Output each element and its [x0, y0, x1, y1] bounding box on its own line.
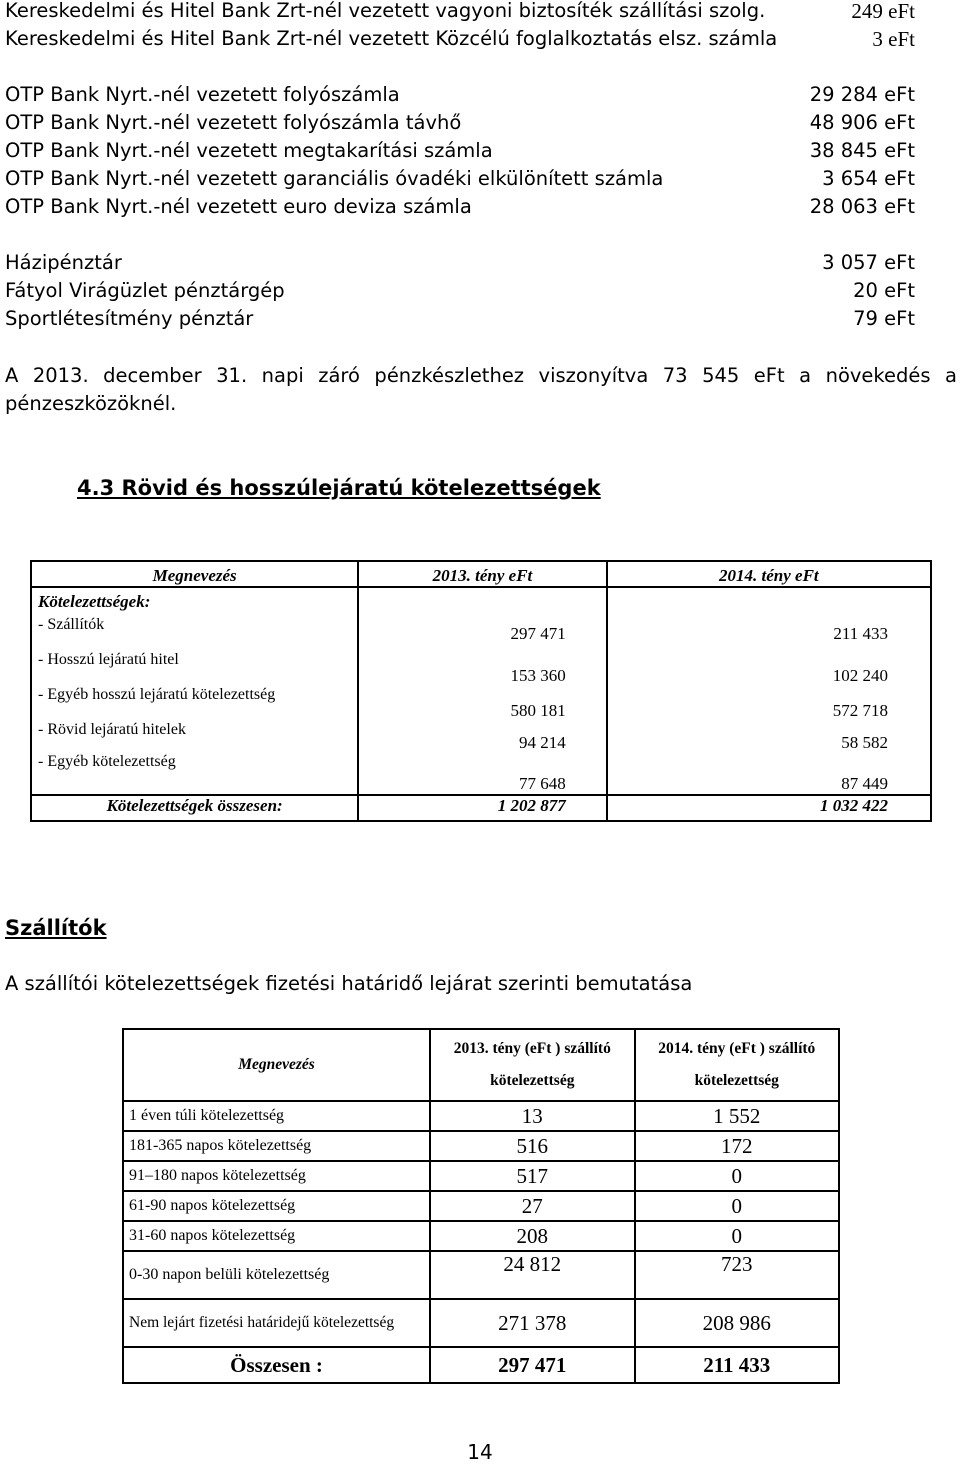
- account-amount: 28 063 eFt: [809, 195, 915, 218]
- value-2013: 208: [430, 1221, 634, 1251]
- account-row: [5, 137, 915, 165]
- table-header-row: [31, 561, 931, 587]
- table-row: [123, 1101, 839, 1131]
- account-row: [5, 165, 915, 193]
- value-2014: 0: [635, 1161, 839, 1191]
- group-label: Kötelezettségek:: [31, 587, 358, 616]
- value-2013: 27: [430, 1191, 634, 1221]
- table-row: [31, 686, 931, 721]
- col-header-2013: [430, 1029, 634, 1101]
- row-label: - Rövid lejáratú hitelek: [31, 721, 358, 753]
- col-header-2013-line1: 2013. tény (eFt ) szállító: [453, 1040, 611, 1057]
- account-label: OTP Bank Nyrt.-nél vezetett garanciális óvadéki elkülönített számla: [5, 167, 664, 190]
- row-label: 31-60 napos kötelezettség: [123, 1221, 430, 1251]
- suppliers-heading: Szállítók: [5, 916, 107, 940]
- account-amount: 3 057 eFt: [822, 251, 915, 274]
- value-2014: 211 433: [607, 616, 931, 651]
- row-label: 0-30 napon belüli kötelezettség: [123, 1251, 430, 1299]
- account-label: OTP Bank Nyrt.-nél vezetett folyószámla: [5, 83, 400, 106]
- account-amount: 3 654 eFt: [822, 167, 915, 190]
- account-label: OTP Bank Nyrt.-nél vezetett megtakarítási számla: [5, 139, 493, 162]
- value-2013: 77 648: [358, 753, 606, 795]
- value-2014: 0: [635, 1221, 839, 1251]
- value-2013: 153 360: [358, 651, 606, 686]
- account-amount: 249 eFt: [851, 0, 915, 23]
- account-label: OTP Bank Nyrt.-nél vezetett euro deviza számla: [5, 195, 472, 218]
- account-row: [5, 305, 915, 333]
- row-label: 1 éven túli kötelezettség: [123, 1101, 430, 1131]
- row-label: 181-365 napos kötelezettség: [123, 1131, 430, 1161]
- value-2014: 58 582: [607, 721, 931, 753]
- value-2014: 172: [635, 1131, 839, 1161]
- account-row: [5, 249, 915, 277]
- table-row: [123, 1161, 839, 1191]
- value-2014: 572 718: [607, 686, 931, 721]
- total-row: [123, 1347, 839, 1383]
- total-2014: 211 433: [635, 1347, 839, 1383]
- value-2013: 271 378: [430, 1299, 634, 1347]
- value-2013: 94 214: [358, 721, 606, 753]
- account-row: [5, 109, 915, 137]
- account-row: [5, 25, 915, 53]
- account-label: Házipénztár: [5, 251, 122, 274]
- table-row: [31, 616, 931, 651]
- suppliers-table: [122, 1028, 840, 1384]
- table-row: [31, 587, 931, 616]
- table-row: [123, 1251, 839, 1299]
- account-amount: 29 284 eFt: [809, 83, 915, 106]
- account-amount: 3 eFt: [872, 27, 915, 51]
- account-label: Kereskedelmi és Hitel Bank Zrt-nél vezetett vagyoni biztosíték szállítási szolg.: [5, 0, 766, 22]
- row-label: 91–180 napos kötelezettség: [123, 1161, 430, 1191]
- value-2014: 0: [635, 1191, 839, 1221]
- value-2014: 723: [635, 1251, 839, 1299]
- row-label: - Szállítók: [31, 616, 358, 651]
- col-header-2013: 2013. tény eFt: [358, 561, 606, 587]
- suppliers-subtitle: A szállítói kötelezettségek fizetési határidő lejárat szerinti bemutatása: [5, 972, 693, 995]
- account-row: [5, 193, 915, 221]
- account-row: [5, 0, 915, 25]
- value-2014: 1 552: [635, 1101, 839, 1131]
- value-2013: 580 181: [358, 686, 606, 721]
- row-label: 61-90 napos kötelezettség: [123, 1191, 430, 1221]
- col-header-2014-line1: 2014. tény (eFt ) szállító: [658, 1040, 816, 1057]
- total-row: [31, 795, 931, 821]
- liabilities-table: [30, 560, 932, 822]
- account-amount: 20 eFt: [853, 279, 915, 302]
- row-label: Nem lejárt fizetési határidejű kötelezettség: [123, 1299, 430, 1347]
- value-2014: 87 449: [607, 753, 931, 795]
- table-row: [123, 1191, 839, 1221]
- col-header-name: Megnevezés: [123, 1029, 430, 1101]
- row-label: - Hosszú lejáratú hitel: [31, 651, 358, 686]
- value-2013: 517: [430, 1161, 634, 1191]
- value-2013: 516: [430, 1131, 634, 1161]
- table-row: [123, 1131, 839, 1161]
- value-2013: 24 812: [430, 1251, 634, 1299]
- account-amount: 79 eFt: [853, 307, 915, 330]
- section-title: 4.3 Rövid és hosszúlejáratú kötelezettségek: [77, 476, 601, 500]
- table-row: [31, 651, 931, 686]
- table-row: [31, 753, 931, 795]
- col-header-2014-line2: kötelezettség: [694, 1072, 779, 1089]
- table-row: [123, 1299, 839, 1347]
- account-amount: 48 906 eFt: [809, 111, 915, 134]
- account-label: OTP Bank Nyrt.-nél vezetett folyószámla távhő: [5, 111, 462, 134]
- total-2014: 1 032 422: [607, 795, 931, 821]
- summary-paragraph: A 2013. december 31. napi záró pénzkészlethez viszonyítva 73 545 eFt a növekedés a pénzeszközöknél.: [5, 364, 957, 415]
- table-row: [123, 1221, 839, 1251]
- account-amount: 38 845 eFt: [809, 139, 915, 162]
- col-header-2014: 2014. tény eFt: [607, 561, 931, 587]
- row-label: - Egyéb kötelezettség: [31, 753, 358, 795]
- account-row: [5, 277, 915, 305]
- total-label: Kötelezettségek összesen:: [31, 795, 358, 821]
- total-2013: 297 471: [430, 1347, 634, 1383]
- value-2013: 297 471: [358, 616, 606, 651]
- col-header-name: Megnevezés: [31, 561, 358, 587]
- page-number: 14: [467, 1440, 493, 1464]
- account-label: Sportlétesítmény pénztár: [5, 307, 254, 330]
- value-2014: 208 986: [635, 1299, 839, 1347]
- col-header-2013-line2: kötelezettség: [490, 1072, 575, 1089]
- table-header-row: [123, 1029, 839, 1101]
- total-label: Összesen :: [123, 1347, 430, 1383]
- table-row: [31, 721, 931, 753]
- col-header-2014: [635, 1029, 839, 1101]
- account-label: Kereskedelmi és Hitel Bank Zrt-nél vezetett Közcélú foglalkoztatás elsz. számla: [5, 27, 778, 50]
- value-2014: 102 240: [607, 651, 931, 686]
- accounts-list: [5, 0, 915, 333]
- row-label: - Egyéb hosszú lejáratú kötelezettség: [31, 686, 358, 721]
- account-label: Fátyol Virágüzlet pénztárgép: [5, 279, 285, 302]
- total-2013: 1 202 877: [358, 795, 606, 821]
- account-row: [5, 81, 915, 109]
- value-2013: 13: [430, 1101, 634, 1131]
